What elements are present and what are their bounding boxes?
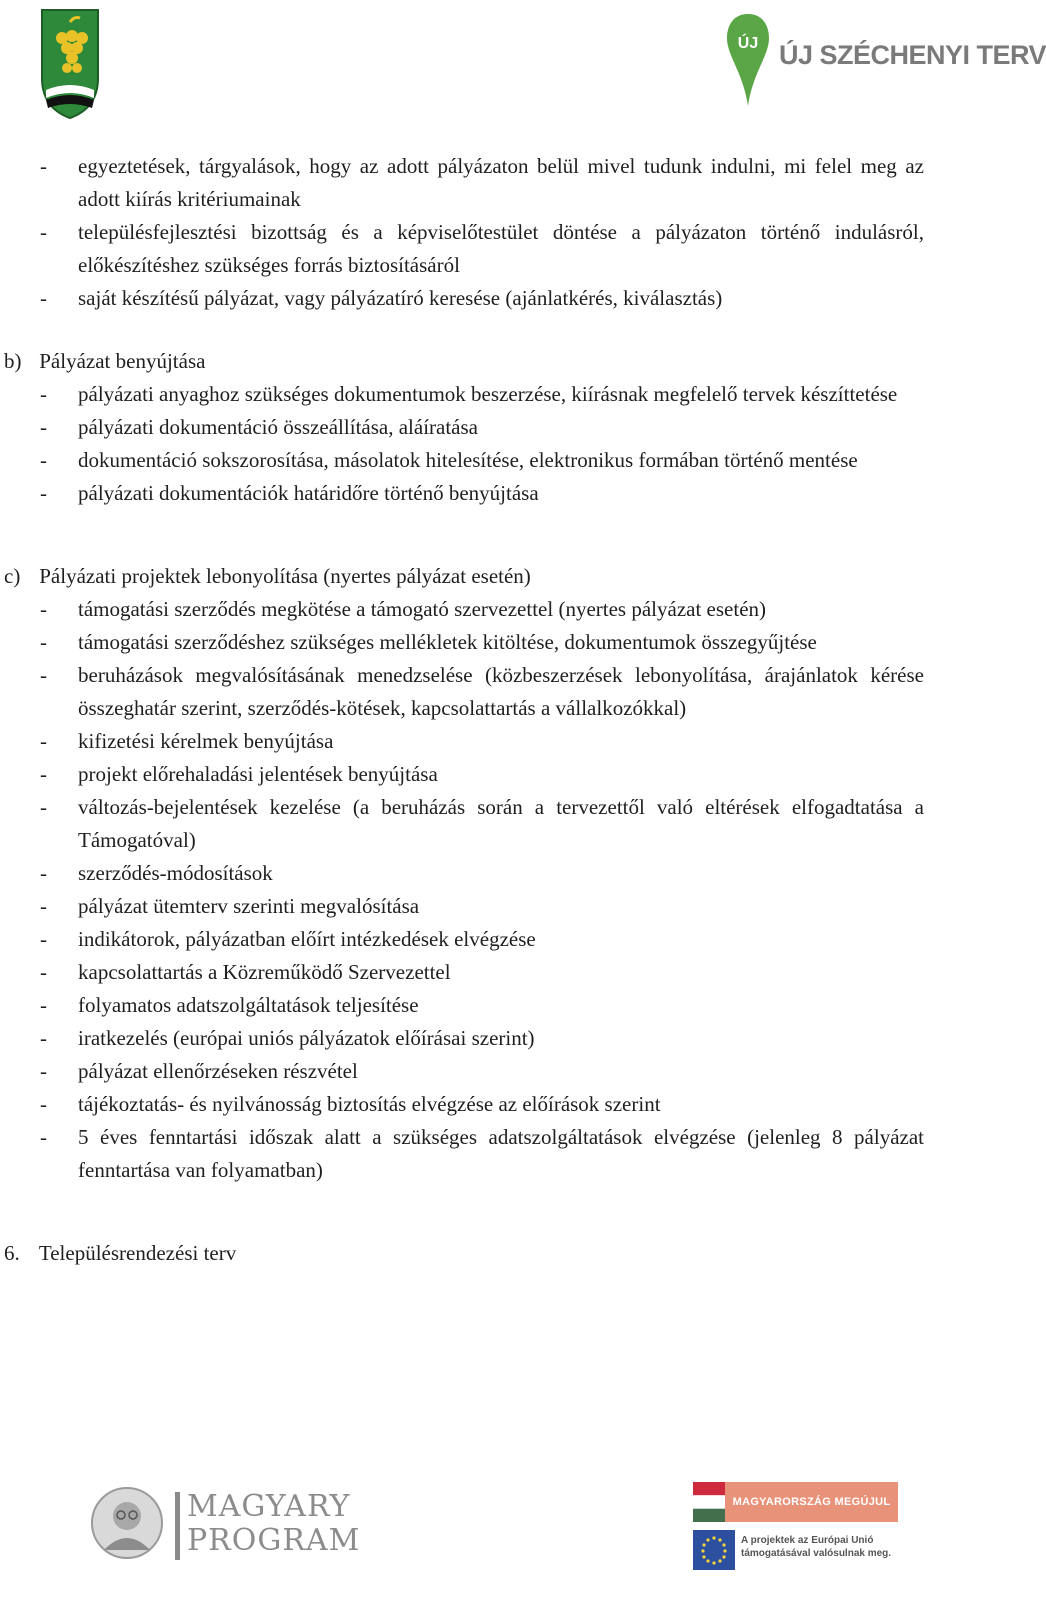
list-item-text: iratkezelés (európai uniós pályázatok előírásai szerint) [78, 1026, 535, 1050]
list-item-text: pályázati anyaghoz szükséges dokumentumok beszerzése, kiírásnak megfelelő tervek készíttetése [78, 382, 898, 406]
list-item-text: kapcsolattartás a Közreműködő Szervezettel [78, 960, 451, 984]
list-bullet: - [40, 1059, 47, 1083]
list-bullet: - [40, 993, 47, 1017]
section-label: c) [4, 564, 21, 588]
magyary-line-1: MAGYARY [187, 1489, 351, 1524]
magyary-program-logo [187, 1490, 360, 1558]
list-bullet: - [40, 382, 47, 406]
list-bullet: - [40, 762, 47, 786]
section-b-list [0, 378, 960, 510]
szechenyi-terv-logo [725, 12, 1046, 112]
section-title: Településrendezési terv [38, 1241, 237, 1265]
list-item [0, 1022, 960, 1055]
section-label: b) [4, 349, 22, 373]
list-item-text: kifizetési kérelmek benyújtása [78, 729, 334, 753]
list-bullet: - [40, 220, 47, 244]
list-bullet: - [40, 286, 47, 310]
list-bullet: - [40, 663, 47, 687]
list-item-text: 5 éves fenntartási időszak alatt a szükséges adatszolgáltatások elvégzése (jelenleg 8 pályázat fenntartása van folyamatban) [78, 1125, 924, 1182]
list-item-text: szerződés-módosítások [78, 861, 273, 885]
list-bullet: - [40, 1026, 47, 1050]
section-heading-c [4, 560, 960, 593]
magyary-line-2: PROGRAM [187, 1523, 361, 1558]
page-header [0, 0, 1046, 130]
list-item-text: tájékoztatás- és nyilvánosság biztosítás elvégzése az előírások szerint [78, 1092, 661, 1116]
list-item [0, 216, 960, 282]
list-bullet: - [40, 415, 47, 439]
list-item-text: pályázati dokumentáció összeállítása, aláíratása [78, 415, 478, 439]
list-item [0, 956, 960, 989]
list-item [0, 923, 960, 956]
list-bullet: - [40, 927, 47, 951]
list-item-text: pályázati dokumentációk határidőre történő benyújtása [78, 481, 539, 505]
list-item-text: beruházások megvalósításának menedzselése (közbeszerzések lebonyolítása, árajánlatok kérése összeghatár szerint, szerződés-kötések, kapcsolattartás a vállalkozókkal) [78, 663, 924, 720]
list-item-text: saját készítésű pályázat, vagy pályázatíró keresése (ajánlatkérés, kiválasztás) [78, 286, 723, 310]
section-title: Pályázat benyújtása [39, 349, 206, 373]
list-item [0, 1088, 960, 1121]
list-item [0, 857, 960, 890]
szechenyi-logo-text: ÚJ SZÉCHENYI TERV [779, 40, 1046, 70]
list-bullet: - [40, 154, 47, 178]
list-bullet: - [40, 894, 47, 918]
eu-support-logo [693, 1482, 898, 1572]
list-item-text: egyeztetések, tárgyalások, hogy az adott pályázaton belül mivel tudunk indulni, mi felel meg az adott kiírás kritériumainak [78, 154, 924, 211]
list-item-text: településfejlesztési bizottság és a képviselőtestület döntése a pályázaton történő indulásról, előkészítéshez szükséges forrás biztosításáról [78, 220, 924, 277]
list-item [0, 989, 960, 1022]
section-label: 6. [4, 1241, 20, 1265]
list-item [0, 725, 960, 758]
list-bullet: - [40, 795, 47, 819]
list-item-text: pályázat ütemterv szerinti megvalósítása [78, 894, 420, 918]
document-body [0, 150, 960, 1270]
list-bullet: - [40, 861, 47, 885]
list-item [0, 378, 960, 411]
list-bullet: - [40, 960, 47, 984]
section-c-list [0, 593, 960, 1187]
section-heading-b [4, 345, 960, 378]
list-item [0, 150, 960, 216]
list-item [0, 282, 960, 315]
magyary-portrait-icon [90, 1486, 165, 1561]
list-item [0, 1055, 960, 1088]
section-title: Pályázati projektek lebonyolítása (nyertes pályázat esetén) [39, 564, 531, 588]
list-item [0, 791, 960, 857]
szechenyi-pin-icon [725, 12, 771, 108]
hungary-renews-banner: MAGYARORSZÁG MEGÚJUL [725, 1482, 898, 1522]
list-item [0, 758, 960, 791]
list-bullet: - [40, 1125, 47, 1149]
list-bullet: - [40, 729, 47, 753]
list-bullet: - [40, 481, 47, 505]
list-item [0, 593, 960, 626]
municipal-crest-icon [40, 8, 100, 120]
magyary-divider [175, 1492, 180, 1560]
list-item-text: projekt előrehaladási jelentések benyújtása [78, 762, 438, 786]
list-bullet: - [40, 1092, 47, 1116]
list-item [0, 444, 960, 477]
list-item [0, 626, 960, 659]
list-item [0, 411, 960, 444]
section-heading-6 [4, 1237, 960, 1270]
page-footer [0, 1470, 960, 1623]
list-item-text: dokumentáció sokszorosítása, másolatok hitelesítése, elektronikus formában történő mentése [78, 448, 858, 472]
hungarian-flag-icon [693, 1482, 725, 1522]
list-item [0, 477, 960, 510]
list-item-text: változás-bejelentések kezelése (a beruházás során a tervezettől való eltérések elfogadtatása a Támogatóval) [78, 795, 924, 852]
list-item-text: pályázat ellenőrzéseken részvétel [78, 1059, 358, 1083]
list-item-text: indikátorok, pályázatban előírt intézkedések elvégzése [78, 927, 536, 951]
list-item-text: folyamatos adatszolgáltatások teljesítése [78, 993, 419, 1017]
svg-text:ÚJ: ÚJ [737, 35, 759, 52]
list-bullet: - [40, 597, 47, 621]
eu-flag-icon [693, 1530, 735, 1570]
intro-list [0, 150, 960, 315]
list-item [0, 659, 960, 725]
list-item [0, 1121, 960, 1187]
list-bullet: - [40, 448, 47, 472]
eu-support-caption: A projektek az Európai Unió támogatásával valósulnak meg. [741, 1535, 892, 1559]
list-item-text: támogatási szerződés megkötése a támogató szervezettel (nyertes pályázat esetén) [78, 597, 767, 621]
list-item [0, 890, 960, 923]
list-item-text: támogatási szerződéshez szükséges mellékletek kitöltése, dokumentumok összegyűjtése [78, 630, 817, 654]
list-bullet: - [40, 630, 47, 654]
